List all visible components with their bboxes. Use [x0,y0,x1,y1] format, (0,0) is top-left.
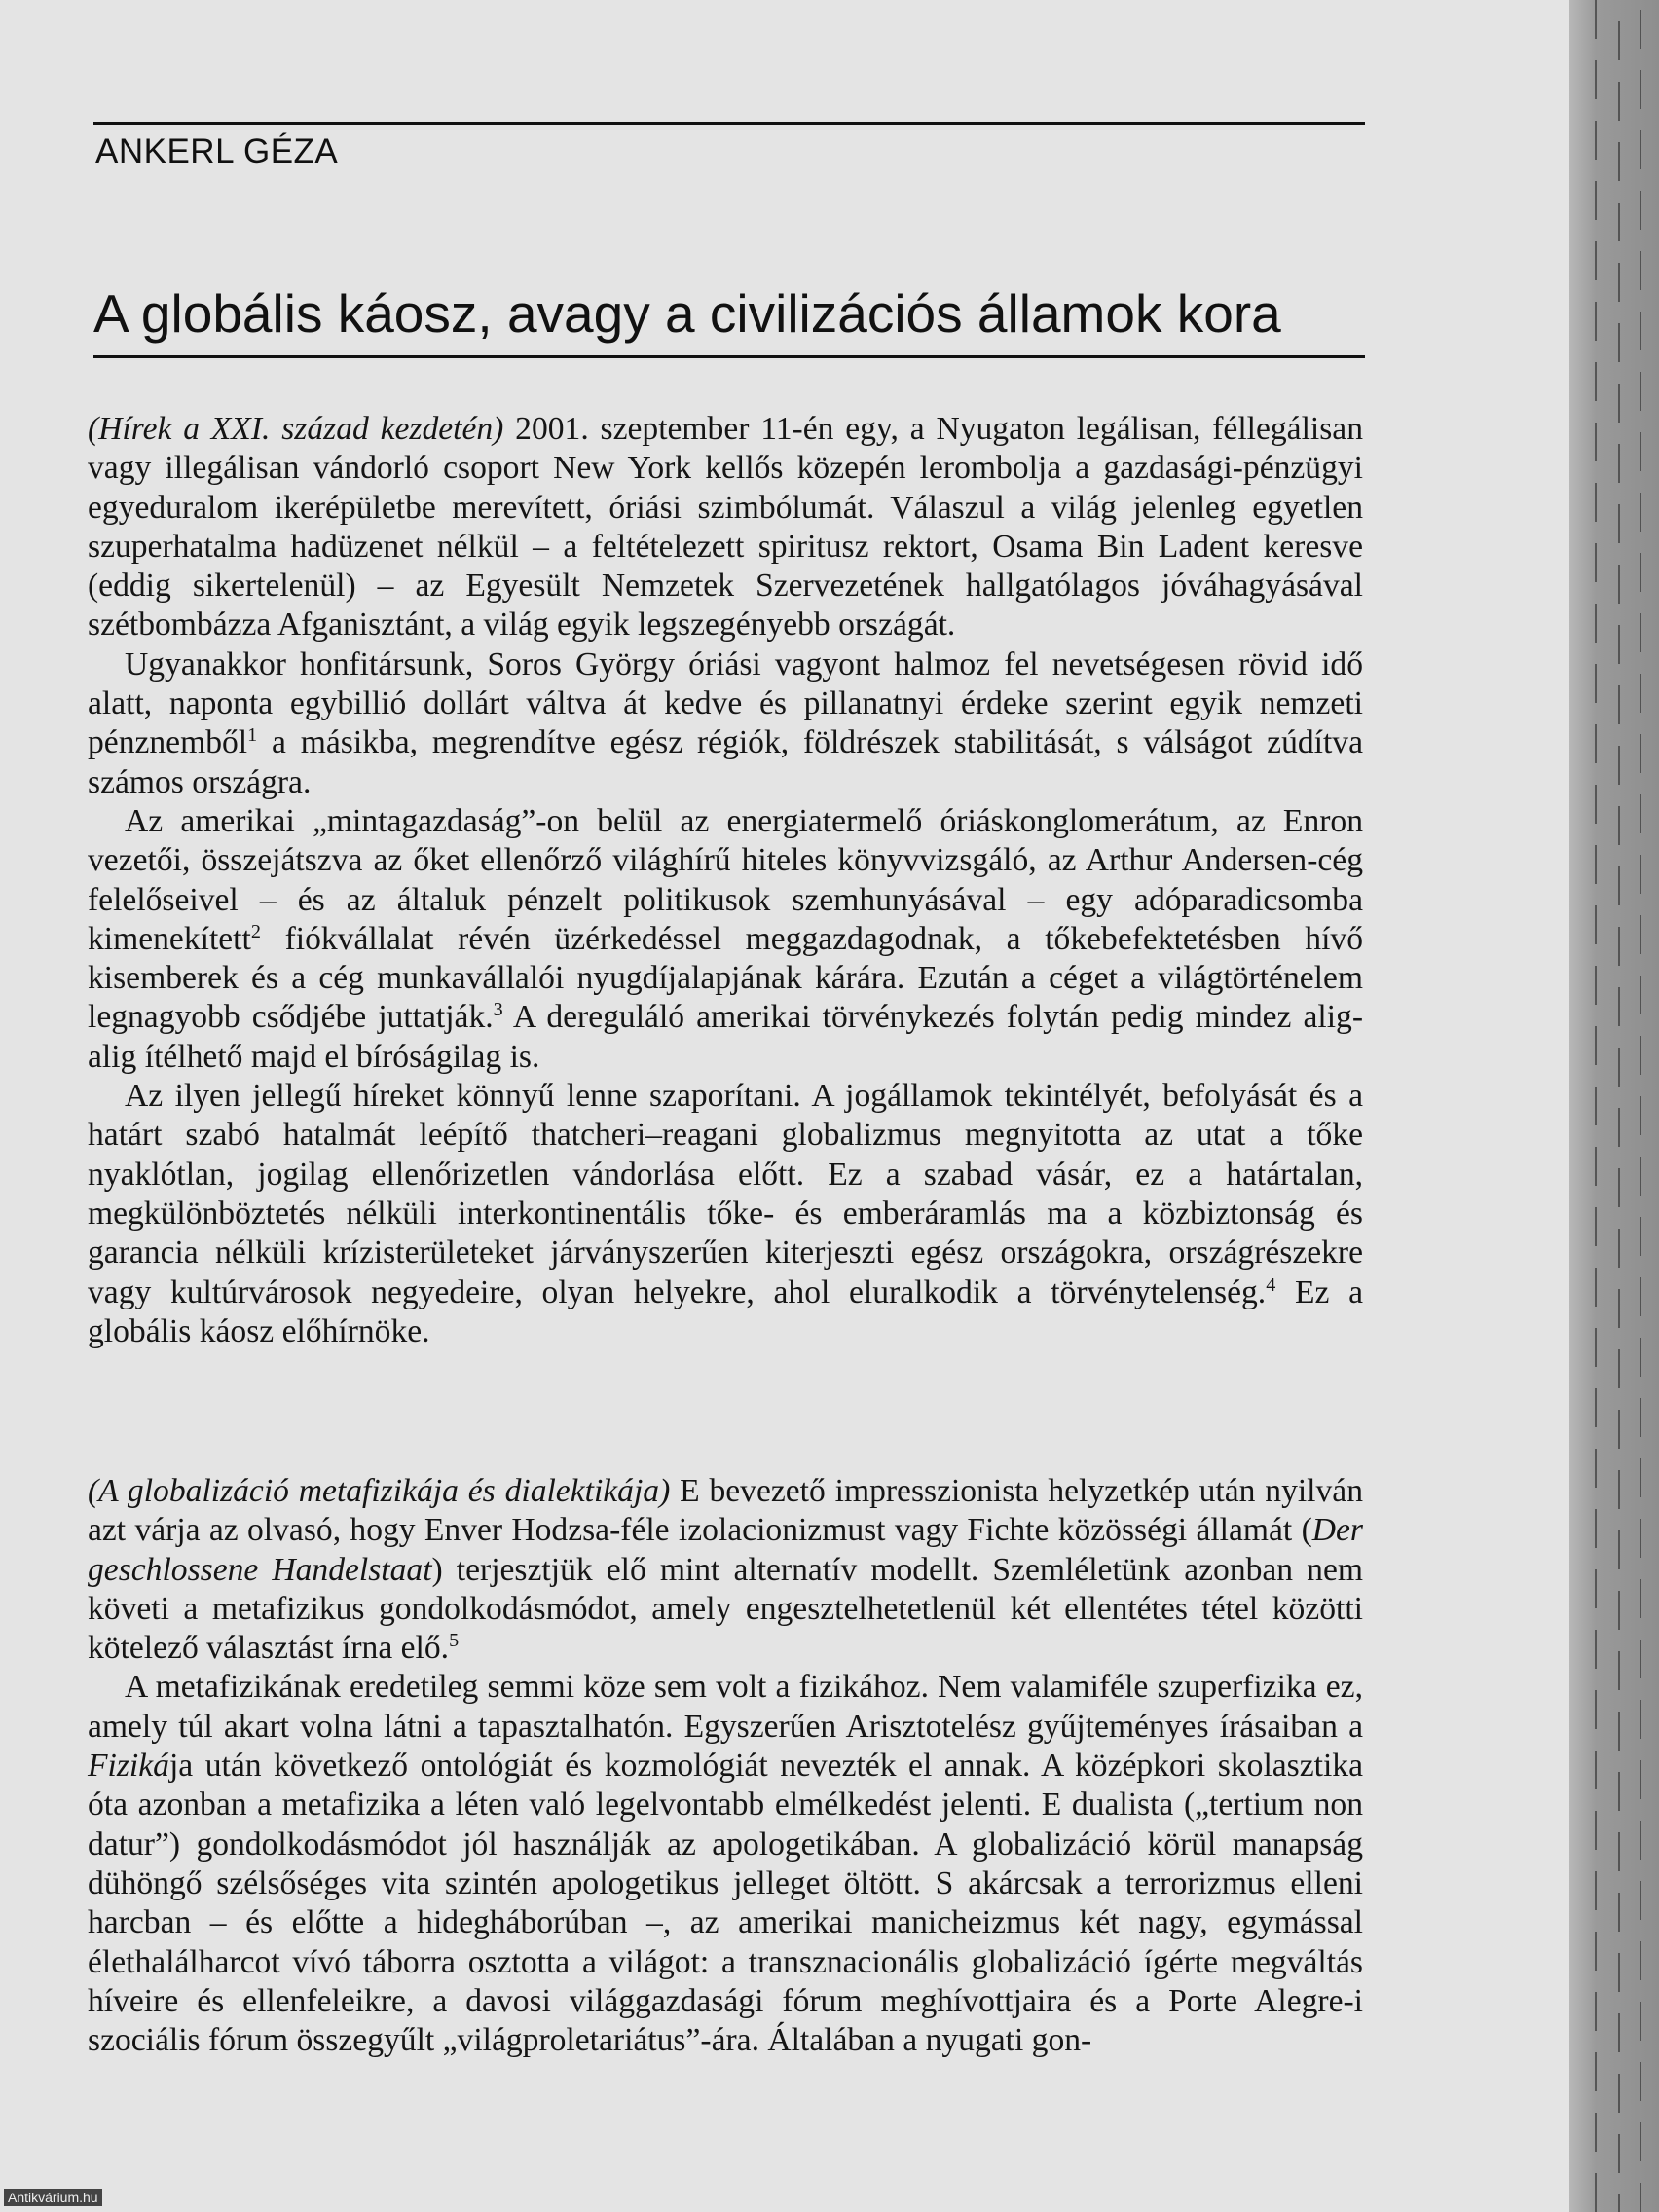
edge-line [1640,10,1641,2212]
footnote-marker: 3 [493,999,503,1021]
edge-line [1618,21,1620,2212]
paragraph-text: A metafizikának eredetileg semmi köze sem volt a fizikához. Nem valamiféle szuperfizika ez, amely túl akart volna látni a tapasztalhatón. Egyszerűen Arisztotelész gyűjteményes írásaiban a [88,1669,1363,1745]
section-metaphysics [88,1472,1363,2060]
paragraph [88,1077,1363,1351]
watermark: Antikvárium.hu [4,2189,102,2206]
paragraph [88,1668,1363,2060]
running-header-author: ANKERL GÉZA [95,132,339,170]
paragraph-text: 2001. szeptember 11-én egy, a Nyugaton legálisan, féllegálisan vagy illegálisan vándorló csoport New York kellős közepén lerombolja a gazdasági-pénzügyi egyeduralom ikerépületbe merevített, óriási szimbólumát. Válaszul a világ jelenleg egyetlen szuperhatalma hadüzenet nélkül – a feltételezett spiritusz rektort, Osama Bin Ladent keresve (eddig sikertelenül) – az Egyesült Nemzetek Szervezetének hallgatólagos jóváhagyásával szétbombázza Afganisztánt, a világ egyik legszegényebb országát. [88,411,1363,644]
paragraph-text: Ugyanakkor honfitársunk, Soros György óriási vagyont halmoz fel nevetségesen rövid idő alatt, naponta egybillió dollárt váltva át kedve és pillanatnyi érdeke szerint egyik nemzeti pénznemből [88,645,1363,761]
footnote-marker: 5 [449,1630,460,1651]
page-edge-shadow [1569,0,1659,2212]
italic-title: Der geschlossene Handelstaat [88,1512,1363,1588]
paragraph [88,802,1363,1077]
italic-word: Fiziká [88,1748,169,1785]
paragraph-text: ) terjesztjük elő mint alternatív modellt. Szemléletünk azonban nem követi a metafizikus gondolkodásmódot, amely engesztelhetetlenül két ellentétes tétel közötti kötelező választást írna elő. [88,1551,1363,1667]
header-rule [93,122,1365,125]
footnote-marker: 1 [247,724,258,747]
section-intro [88,410,1363,1351]
paragraph-text: E bevezető impresszionista helyzetkép után nyilván azt várja az olvasó, hogy Enver Hodzsa-féle izolacionizmust vagy Fichte közösségi államát ( [88,1473,1363,1549]
section-lead: (A globalizáció metafizikája és dialektikája) [88,1473,671,1509]
paragraph [88,645,1363,802]
title-rule [93,355,1365,358]
footnote-marker: 4 [1266,1273,1276,1296]
paragraph-text: ja után következő ontológiát és kozmológiát nevezték el annak. A középkori skolasztika óta azonban a metafizika a léten való legelvontabb elmélkedést jelenti. E dualista („tertium non datur”) gondolkodásmódot jól használják az apologetikában. A globalizáció körül manapság dühöngő szélsőséges vita szintén apologetikus jelleget öltött. S akárcsak a terrorizmus elleni harcban – és előtte a hidegháborúban –, az amerikai manicheizmus két nagy, egymással élethalálharcot vívó táborra osztotta a világot: a transznacionális globalizáció ígérte megváltás híveire és ellenfeleikre, a davosi világgazdasági fórum meghívottjaira és a Porte Alegre-i szociális fórum összegyűlt „világproletariátus”-ára. Általában a nyugati gon- [88,1748,1363,2059]
paragraph-text: Az ilyen jellegű híreket könnyű lenne szaporítani. A jogállamok tekintélyét, befolyását és a határt szabó hatalmát leépítő thatcheri–reagani globalizmus megnyitotta az utat a tőke nyaklótlan, jogilag ellenőrizetlen vándorlása előtt. Ez a szabad vásár, ez a határtalan, megkülönböztetés nélküli interkontinentális tőke- és emberáramlás ma a közbiztonság és garancia nélküli krízisterületeket járványszerűen kiterjeszti egész országokra, országrészekre vagy kultúrvárosok negyedeire, olyan helyekre, ahol eluralkodik a törvénytelenség. [88,1078,1363,1310]
article-title: A globális káosz, avagy a civilizációs államok kora [93,283,1281,344]
paragraph-text: Ez a globális káosz előhírnöke. [88,1273,1364,1349]
paragraph [88,410,1363,645]
footnote-marker: 2 [250,920,261,942]
paragraph [88,1472,1363,1668]
paragraph-text: Az amerikai „mintagazdaság”-on belül az energiatermelő óriáskonglomerátum, az Enron vezetői, összejátszva az őket ellenőrző világhírű hiteles könyvvizsgáló, az Arthur Andersen-cég felelőseivel – és az általuk pénzelt politikusok szemhunyásával – egy adóparadicsomba kimenekített [88,802,1363,957]
edge-line [1595,0,1597,2212]
paragraph-text: fiókvállalat révén üzérkedéssel meggazdagodnak, a tőkebefektetésben hívő kisemberek és a cég munkavállalói nyugdíjalapjának kárára. Ezután a céget a világtörténelem legnagyobb csődjébe juttatják. [88,920,1363,1036]
paragraph-text: a másikba, megrendítve egész régiók, földrészek stabilitását, s válságot zúdítva számos országra. [88,724,1363,800]
section-lead: (Hírek a XXI. század kezdetén) [88,411,504,447]
paragraph-text: A dereguláló amerikai törvénykezés folytán pedig mindez alig-alig ítélhető majd el bíróságilag is. [88,999,1363,1075]
